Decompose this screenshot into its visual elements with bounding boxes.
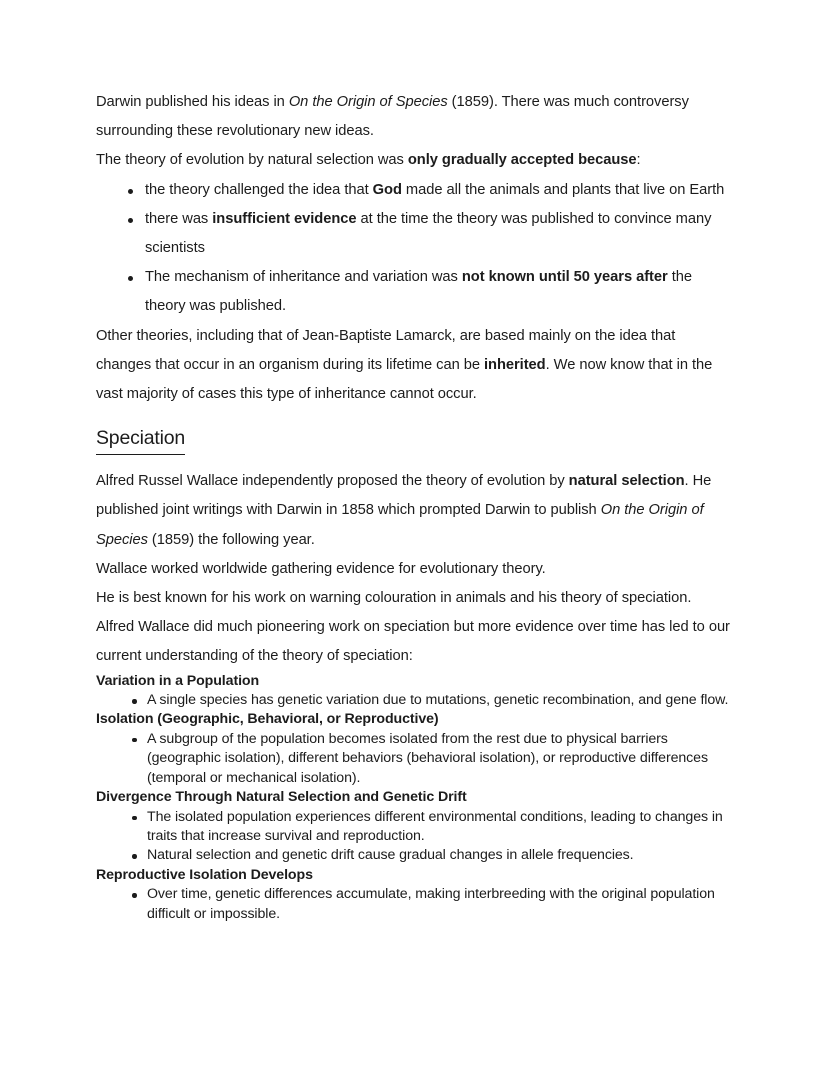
list-item: The isolated population experiences different environmental conditions, leading to changes in traits that increase survival and reproduction. xyxy=(96,808,732,847)
subheading-divergence: Divergence Through Natural Selection and Genetic Drift xyxy=(96,789,467,806)
list-item: Over time, genetic differences accumulate, making interbreeding with the original population difficult or impossible. xyxy=(96,885,732,924)
upper-text-block xyxy=(96,88,732,672)
speciation-steps-block xyxy=(96,672,732,924)
list-item: A subgroup of the population becomes isolated from the rest due to physical barriers (geographic isolation), different behaviors (behavioral isolation), or reproductive differences (temporal or mechanical isolation). xyxy=(96,730,732,788)
list-item xyxy=(96,263,732,321)
para3-part1: Other theories, including that of Jean-Baptiste Lamarck, are based mainly on the idea that changes that occur in an organism during its lifetime can be xyxy=(96,327,676,373)
bullet1-bold: God xyxy=(372,181,402,198)
wallace1-part3: (1859) the following year. xyxy=(147,531,315,548)
paragraph-wallace-warning-colouration: He is best known for his work on warning colouration in animals and his theory of speciation. xyxy=(96,590,692,607)
para2-part1: The theory of evolution by natural selection was xyxy=(96,152,408,169)
paragraph-lamarck xyxy=(96,322,732,410)
bullet3-part1: The mechanism of inheritance and variation was xyxy=(145,269,462,286)
list-item: A single species has genetic variation due to mutations, genetic recombination, and gene flow. xyxy=(96,691,732,710)
wallace1-part2: . He published joint writings with Darwin in 1858 which prompted Darwin to publish xyxy=(96,473,712,519)
reproductive-isolation-bullets xyxy=(96,885,732,924)
paragraph-wallace-pioneering: Alfred Wallace did much pioneering work on speciation but more evidence over time has led to our current understanding of the theory of speciation: xyxy=(96,619,730,665)
para1-part2: (1859). There was much controversy surrounding these revolutionary new ideas. xyxy=(96,94,689,140)
paragraph-gradual-acceptance xyxy=(96,146,732,175)
bullet1-part2: made all the animals and plants that live on Earth xyxy=(401,181,725,198)
paragraph-wallace-worldwide: Wallace worked worldwide gathering evidence for evolutionary theory. xyxy=(96,560,546,577)
divergence-bullets xyxy=(96,808,732,866)
wallace1-bold-natural-selection: natural selection xyxy=(568,473,685,490)
variation-bullets xyxy=(96,691,732,710)
list-item xyxy=(96,176,732,205)
subheading-reproductive-isolation: Reproductive Isolation Develops xyxy=(96,866,313,883)
bullet3-bold: not known until 50 years after xyxy=(461,269,668,286)
subheading-variation: Variation in a Population xyxy=(96,672,260,689)
section-heading-wrapper xyxy=(96,423,732,455)
para1-part1: Darwin published his ideas in xyxy=(96,94,289,110)
paragraph-darwin-origin xyxy=(96,88,732,146)
para1-italic-book-title: On the Origin of Species xyxy=(288,94,448,110)
subheading-isolation: Isolation (Geographic, Behavioral, or Reproductive) xyxy=(96,711,439,728)
bullet1-part1: the theory challenged the idea that xyxy=(145,181,373,198)
para2-part2: : xyxy=(636,152,641,169)
list-item: Natural selection and genetic drift cause gradual changes in allele frequencies. xyxy=(96,846,732,865)
para2-bold-phrase: only gradually accepted because xyxy=(407,152,637,169)
bullet2-part1: there was xyxy=(145,210,213,227)
page-title: Speciation xyxy=(96,423,185,455)
acceptance-reasons-list xyxy=(96,176,732,322)
paragraph-wallace-proposal xyxy=(96,467,732,555)
wallace1-italic-book-title: On the Origin of Species xyxy=(96,502,704,548)
bullet3-part2: the theory was published. xyxy=(145,269,692,315)
document-body xyxy=(96,88,732,924)
bullet2-bold: insufficient evidence xyxy=(212,210,357,227)
para3-bold-inherited: inherited xyxy=(484,356,546,373)
bullet2-part2: at the time the theory was published to convince many scientists xyxy=(145,210,712,257)
isolation-bullets xyxy=(96,730,732,788)
para3-part2: . We now know that in the vast majority of cases this type of inheritance cannot occur. xyxy=(96,356,713,403)
list-item xyxy=(96,205,732,263)
wallace1-part1: Alfred Russel Wallace independently proposed the theory of evolution by xyxy=(96,473,569,490)
